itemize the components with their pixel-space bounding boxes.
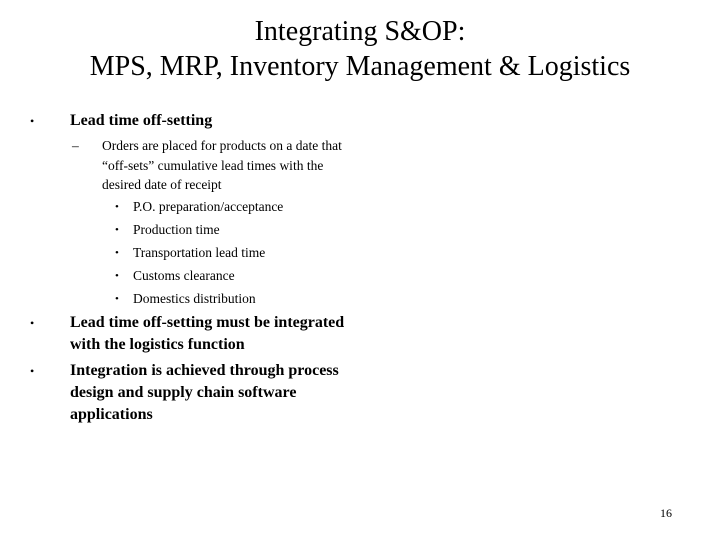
bullet-marker: • [30, 316, 35, 330]
sub-bullet-text: Orders are placed for products on a date that “off-sets” cumulative lead times with the desired date of receipt [102, 138, 342, 192]
list-item-text: Customs clearance [133, 268, 235, 283]
list-item-marker: • [115, 247, 119, 259]
list-item [115, 266, 235, 286]
title-line-1: Integrating S&OP: [254, 16, 466, 47]
list-item-marker: • [115, 224, 119, 236]
list-item-text: Domestics distribution [133, 291, 256, 306]
list-item [115, 243, 266, 263]
list-item-marker: • [115, 201, 119, 213]
sub-bullet-marker: – [72, 138, 79, 153]
list-item-text: Transportation lead time [133, 245, 266, 260]
list-item-marker: • [115, 293, 119, 305]
bullet-text: Integration is achieved through process design and supply chain software applications [70, 362, 339, 423]
list-item-marker: • [115, 270, 119, 282]
bullet-integration-achieved [30, 360, 340, 426]
bullet-marker: • [30, 114, 35, 128]
page-number: 16 [660, 506, 672, 520]
slide-title [0, 14, 720, 84]
list-item-text: P.O. preparation/acceptance [133, 199, 284, 214]
list-item [115, 220, 220, 240]
list-item [115, 289, 256, 309]
bullet-lead-time-offsetting [30, 110, 370, 132]
sub-bullet-orders [72, 136, 352, 195]
bullet-text: Lead time off-setting [70, 112, 213, 129]
title-line-2: MPS, MRP, Inventory Management & Logistics [89, 51, 631, 82]
list-item [115, 197, 284, 217]
list-item-text: Production time [133, 222, 220, 237]
bullet-integrated-logistics [30, 312, 360, 356]
bullet-text: Lead time off-setting must be integrated with the logistics function [70, 314, 345, 353]
bullet-marker: • [30, 364, 35, 378]
